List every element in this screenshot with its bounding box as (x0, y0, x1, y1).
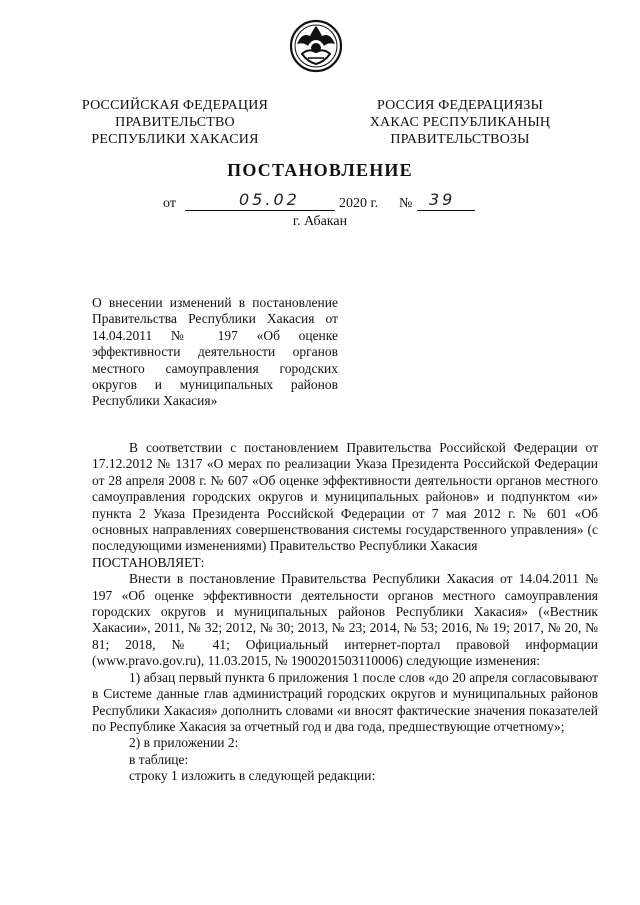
header-right-block (360, 97, 560, 148)
document-type-title: ПОСТАНОВЛЕНИЕ (227, 160, 413, 180)
header-left-line: ПРАВИТЕЛЬСТВО (115, 115, 235, 130)
body-paragraph: в таблице: (129, 751, 189, 767)
header-left-line: РОССИЙСКАЯ ФЕДЕРАЦИЯ (81, 98, 269, 113)
resolves-keyword: ПОСТАНОВЛЯЕТ: (92, 554, 205, 570)
number-sign: № (399, 196, 413, 211)
body-paragraph: строку 1 изложить в следующей редакции: (129, 768, 376, 784)
city-label: г. Абакан (292, 214, 348, 229)
header-right-line: ХАКАС РЕСПУБЛИКАНЫҢ (369, 115, 551, 130)
date-prefix: от (163, 196, 176, 211)
body-paragraph: 2) в приложении 2: (129, 735, 239, 751)
header-right-line: ПРАВИТЕЛЬСТВОЗЫ (390, 132, 530, 147)
handwritten-date: 05.02 (239, 190, 300, 209)
date-year: 2020 г. (339, 196, 379, 211)
handwritten-number: 39 (429, 190, 456, 209)
coat-of-arms-emblem (288, 18, 344, 74)
body-paragraph: 1) абзац первый пункта 6 приложения 1 после слов «до 20 апреля согласовывают в Системе данные глав администраций городских округов и муниципальных районов Республики Хакасия» дополнить словами «и вносят фактические значения показателей по Республике Хакасия за отчетный год и два года, предшествующие отчетному»; (92, 669, 598, 734)
header-right-line: РОССИЯ ФЕДЕРАЦИЯЗЫ (376, 98, 544, 113)
document-body (92, 440, 598, 785)
body-paragraph: Внести в постановление Правительства Республики Хакасия от 14.04.2011 № 197 «Об оценке эффективности деятельности органов местного самоуправления городских округов и муниципальных районов Республики Хакасия» («Вестник Хакасии», 2011, № 32; 2012, № 30; 2013, № 23; 2014, № 53; 2016, № 19; 2017, № 20, № 81; 2018, № 41; Официальный интернет-портал правовой информации (www.pravo.gov.ru), 11.03.2015, № 1900201503110006) следующие изменения: (92, 571, 598, 669)
header-left-block (75, 97, 275, 148)
body-paragraph: В соответствии с постановлением Правительства Российской Федерации от 17.12.2012 № 1317 «О мерах по реализации Указа Президента Российской Федерации от 28 апреля 2008 г. № 607 «Об оценке эффективности деятельности органов местного самоуправления городских округов и муниципальных районов» и подпунктом «и» пункта 2 Указа Президента Российской Федерации от 7 мая 2012 г. № 601 «Об основных направлениях совершенствования системы государственного управления» (с последующими изменениями) Правительство Республики Хакасия (92, 440, 598, 554)
document-subject: О внесении изменений в постановление Правительства Республики Хакасия от 14.04.2011 № 197 «Об оценке эффективности деятельности органов местного самоуправления городских округов и муниципальных районов Республики Хакасия» (92, 295, 338, 409)
header-left-line: РЕСПУБЛИКИ ХАКАСИЯ (91, 132, 259, 147)
